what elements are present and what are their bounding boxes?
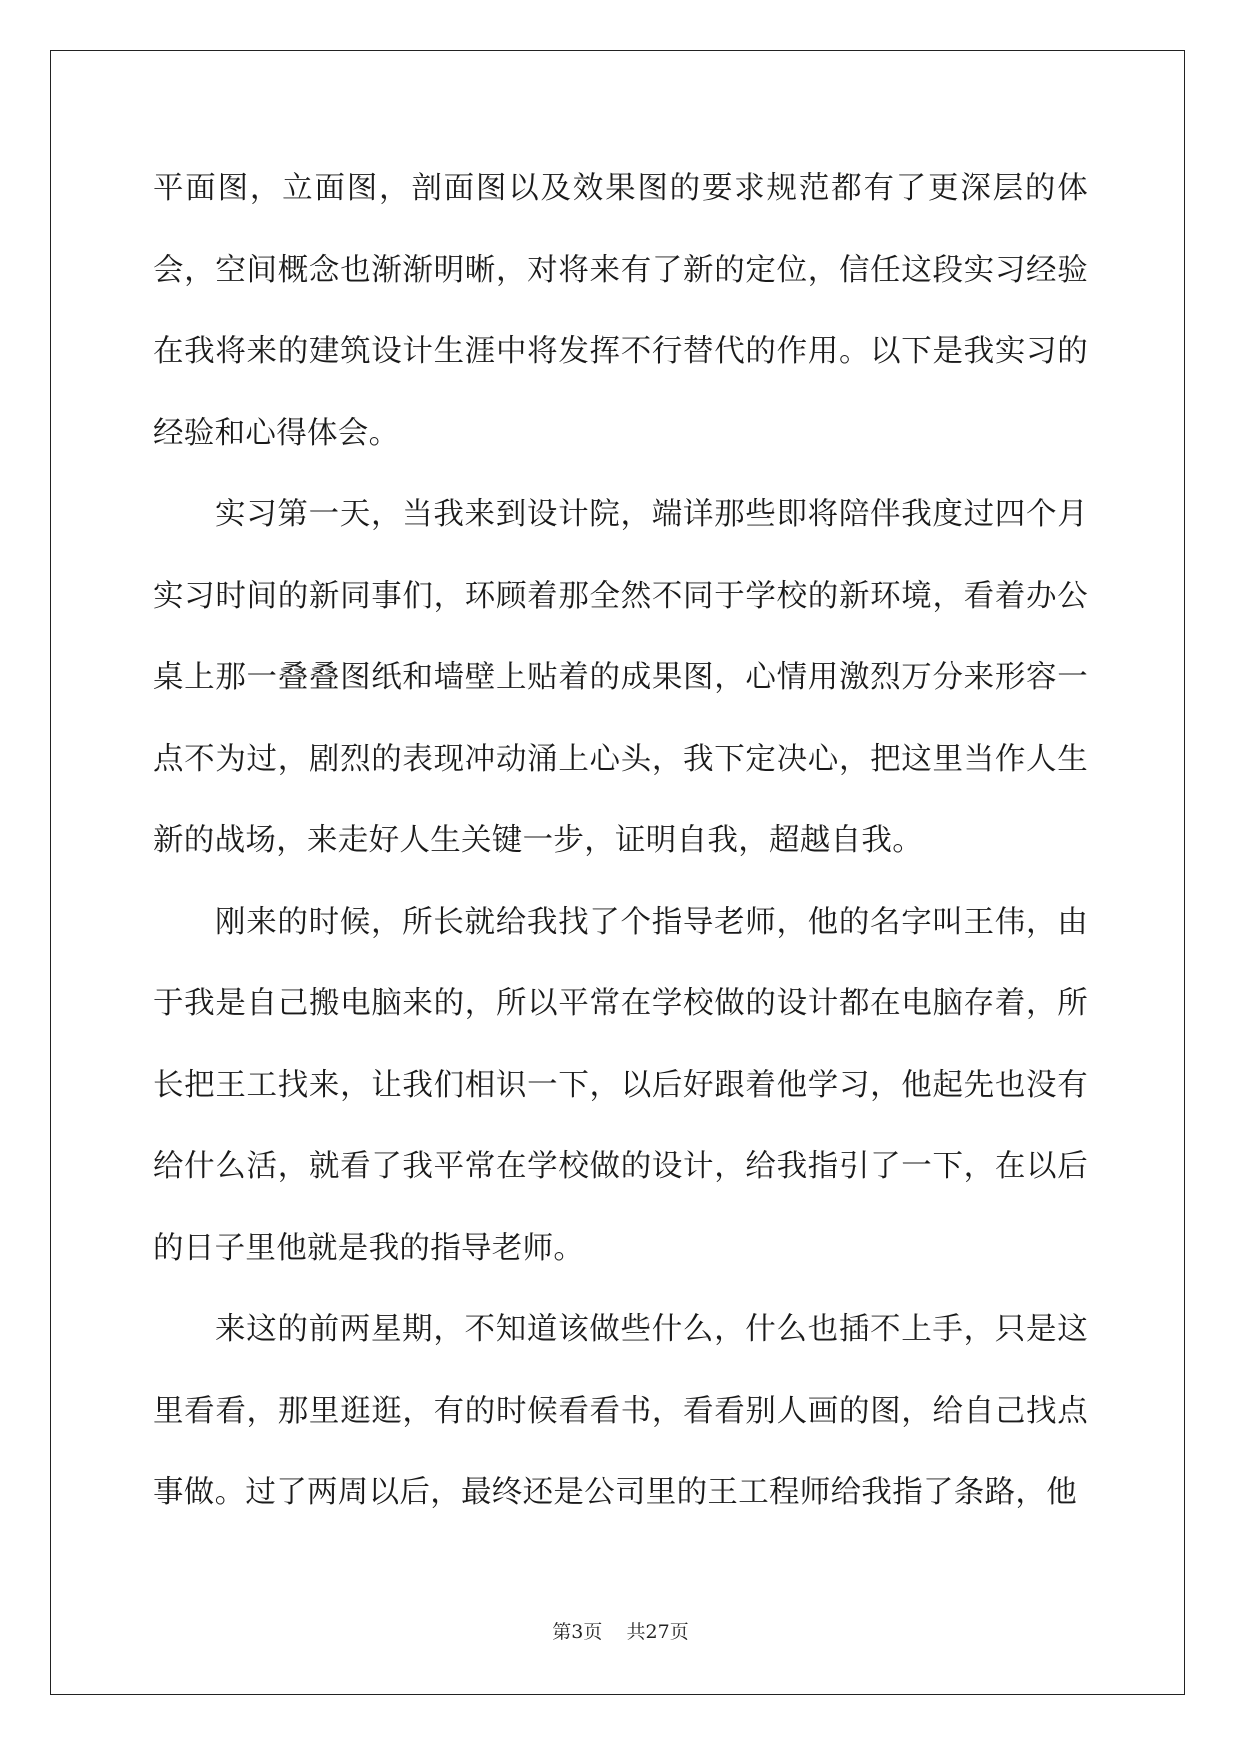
total-pages: 27 (645, 1621, 670, 1643)
paragraph-2: 实习第一天，当我来到设计院，端详那些即将陪伴我度过四个月实习时间的新同事们，环顾着那全然不同于学校的新环境，看着办公桌上那一叠叠图纸和墙壁上贴着的成果图，心情用激烈万分来形容一点不为过，剧烈的表现冲动涌上心头，我下定决心，把这里当作人生新的战场，来走好人生关键一步，证明自我，超越自我。 (153, 497, 1088, 858)
paragraph-3: 刚来的时候，所长就给我找了个指导老师，他的名字叫王伟，由于我是自己搬电脑来的，所以平常在学校做的设计都在电脑存着，所长把王工找来，让我们相识一下，以后好跟着他学习，他起先也没有给什么活，就看了我平常在学校做的设计，给我指引了一下，在以后的日子里他就是我的指导老师。 (153, 904, 1088, 1266)
page-footer (0, 1617, 1241, 1644)
total-label-prefix: 共 (626, 1621, 646, 1643)
page-label-prefix: 第 (552, 1621, 572, 1643)
total-label-suffix: 页 (669, 1621, 689, 1643)
page-number: 3 (571, 1621, 584, 1643)
paragraph-4: 来这的前两星期，不知道该做些什么，什么也插不上手，只是这里看看，那里逛逛，有的时候看看书，看看别人画的图，给自己找点事做。过了两周以后，最终还是公司里的王工程师给我指了条路，他 (153, 1312, 1088, 1510)
paragraph-1: 平面图，立面图，剖面图以及效果图的要求规范都有了更深层的体会，空间概念也渐渐明晰，对将来有了新的定位，信任这段实习经验在我将来的建筑设计生涯中将发挥不行替代的作用。以下是我实习的经验和心得体会。 (153, 171, 1088, 451)
document-body (153, 148, 1088, 1534)
page-label-suffix: 页 (583, 1621, 603, 1643)
